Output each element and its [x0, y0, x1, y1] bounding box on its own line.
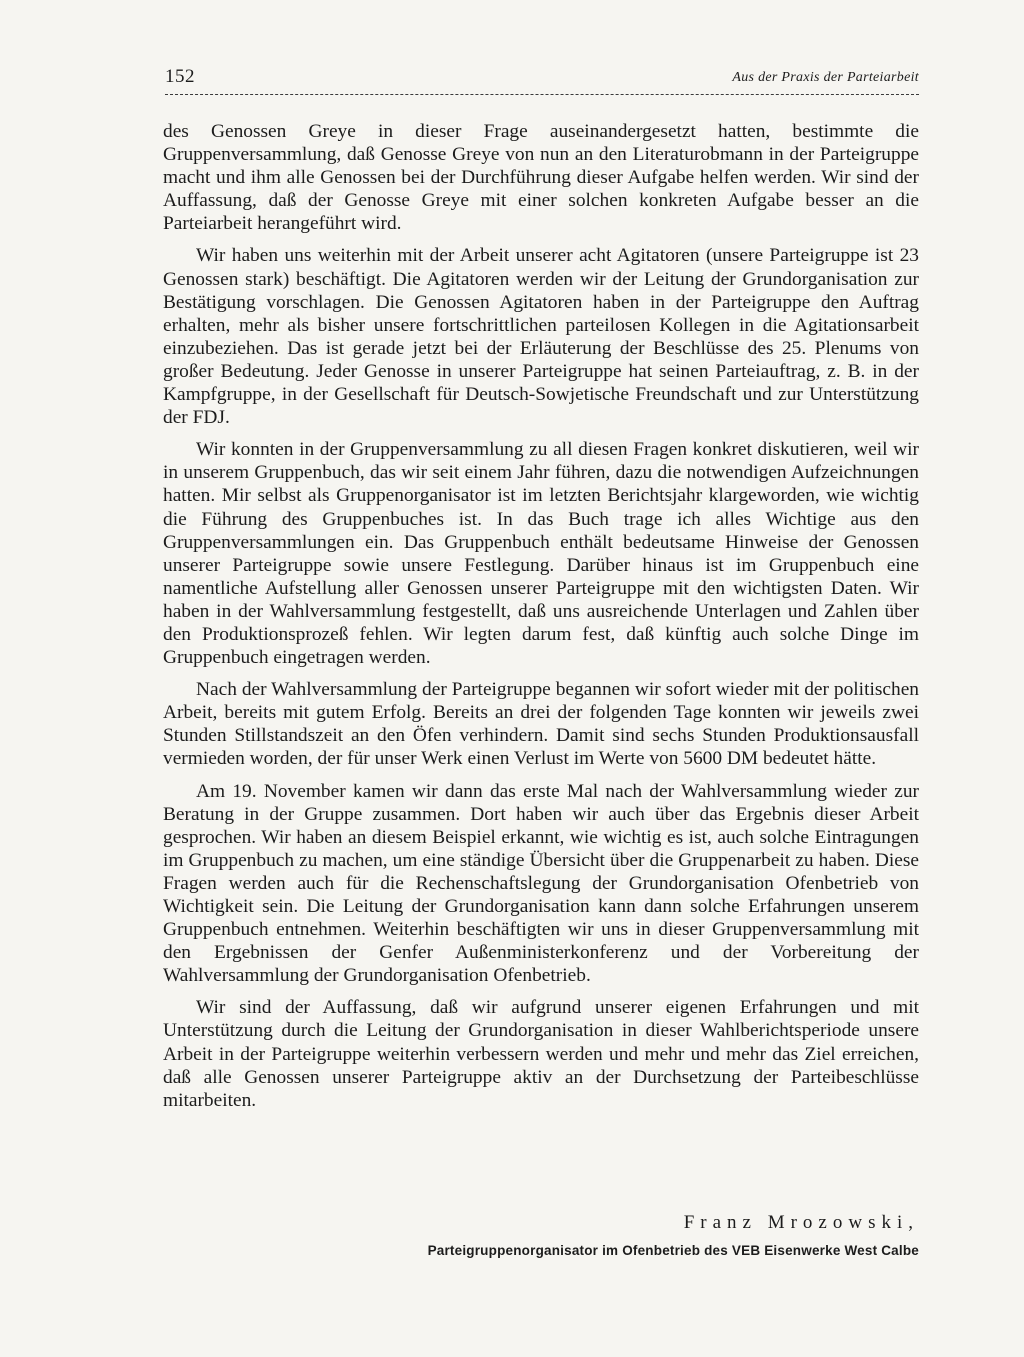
body-text [163, 120, 919, 1121]
paragraph-5: Am 19. November kamen wir dann das erste Mal nach der Wahlversammlung wieder zur Beratung in der Gruppe zusammen. Dort haben wir auch über das Ergebnis dieser Arbeit gesprochen. Wir haben an diesem Beispiel erkannt, wie wichtig es ist, auch solche Eintragungen im Gruppenbuch zu machen, um eine ständige Übersicht über die Gruppenarbeit zu haben. Diese Fragen werden auch für die Rechenschaftslegung der Grundorganisation Ofenbetrieb von Wichtigkeit sein. Die Leitung der Grundorganisation kann dann solche Erfahrungen unserem Gruppenbuch entnehmen. Weiterhin beschäftigten wir uns in dieser Gruppenversammlung mit den Ergebnissen der Genfer Außenministerkonferenz und der Vorbereitung der Wahlversammlung der Grundorganisation Ofenbetrieb. [163, 780, 919, 987]
author-affiliation: Parteigruppenorganisator im Ofenbetrieb des VEB Eisenwerke West Calbe [427, 1243, 919, 1258]
paragraph-6: Wir sind der Auffassung, daß wir aufgrund unserer eigenen Erfahrungen und mit Unterstützung durch die Leitung der Grundorganisation in dieser Wahlberichtsperiode unsere Arbeit in der Parteigruppe weiterhin verbessern werden und mehr und mehr das Ziel erreichen, daß alle Genossen unserer Parteigruppe aktiv an der Durchsetzung der Parteibeschlüsse mitarbeiten. [163, 997, 919, 1111]
paragraph-3: Wir konnten in der Gruppenversammlung zu all diesen Fragen konkret diskutieren, weil wir in unserem Gruppenbuch, das wir seit einem Jahr führen, dazu die notwendigen Aufzeichnungen hatten. Mir selbst als Gruppenorganisator ist im letzten Berichtsjahr klargeworden, wie wichtig die Führung des Gruppenbuches ist. In das Buch trage ich alles Wichtige aus den Gruppenversammlungen ein. Das Gruppenbuch enthält bedeutsame Hinweise der Genossen unserer Parteigruppe sowie unsere Festlegung. Darüber hinaus ist im Gruppenbuch eine namentliche Aufstellung aller Genossen unserer Parteigruppe mit den wichtigsten Daten. Wir haben in der Wahlversammlung festgestellt, daß uns ausreichende Unterlagen und Zahlen über den Produktionsprozeß fehlen. Wir legten darum fest, daß künftig auch solche Dinge im Gruppenbuch eingetragen werden. [163, 439, 919, 669]
paragraph-1: des Genossen Greye in dieser Frage auseinandergesetzt hatten, bestimmte die Gruppenversammlung, daß Genosse Greye von nun an den Literaturobmann in der Parteigruppe macht und ihm alle Genossen bei der Durchführung dieser Aufgabe helfen werden. Wir sind der Auffassung, daß der Genosse Greye mit einer solchen konkreten Aufgabe besser an die Parteiarbeit herangeführt wird. [163, 121, 919, 235]
paragraph-2: Wir haben uns weiterhin mit der Arbeit unserer acht Agitatoren (unsere Parteigruppe ist 23 Genossen stark) beschäftigt. Die Agitatoren werden wir der Leitung der Grundorganisation zur Bestätigung vorschlagen. Die Genossen Agitatoren haben in der Parteigruppe den Auftrag erhalten, mehr als bisher unsere fortschrittlichen parteilosen Kollegen in die Agitationsarbeit einzubeziehen. Das ist gerade jetzt bei der Erläuterung der Beschlüsse des 25. Plenums von großer Bedeutung. Jeder Genosse in unserer Parteigruppe hat seinen Parteiauftrag, z. B. in der Kampfgruppe, in der Gesellschaft für Deutsch-Sowjetische Freundschaft und zur Unterstützung der FDJ. [163, 245, 919, 429]
author-signature: Franz Mrozowski, [683, 1212, 919, 1233]
page-header [165, 66, 919, 92]
page-number: 152 [165, 66, 195, 87]
paragraph-4: Nach der Wahlversammlung der Parteigruppe begannen wir sofort wieder mit der politischen Arbeit, bereits mit gutem Erfolg. Bereits an drei der folgenden Tage konnten wir jeweils zwei Stunden Stillstandszeit an den Öfen verhindern. Damit sind sechs Stunden Produktionsausfall vermieden worden, der für unser Werk einen Verlust im Werte von 5600 DM bedeutet hätte. [163, 679, 919, 770]
header-rule [165, 94, 919, 95]
running-head: Aus der Praxis der Parteiarbeit [732, 70, 919, 85]
